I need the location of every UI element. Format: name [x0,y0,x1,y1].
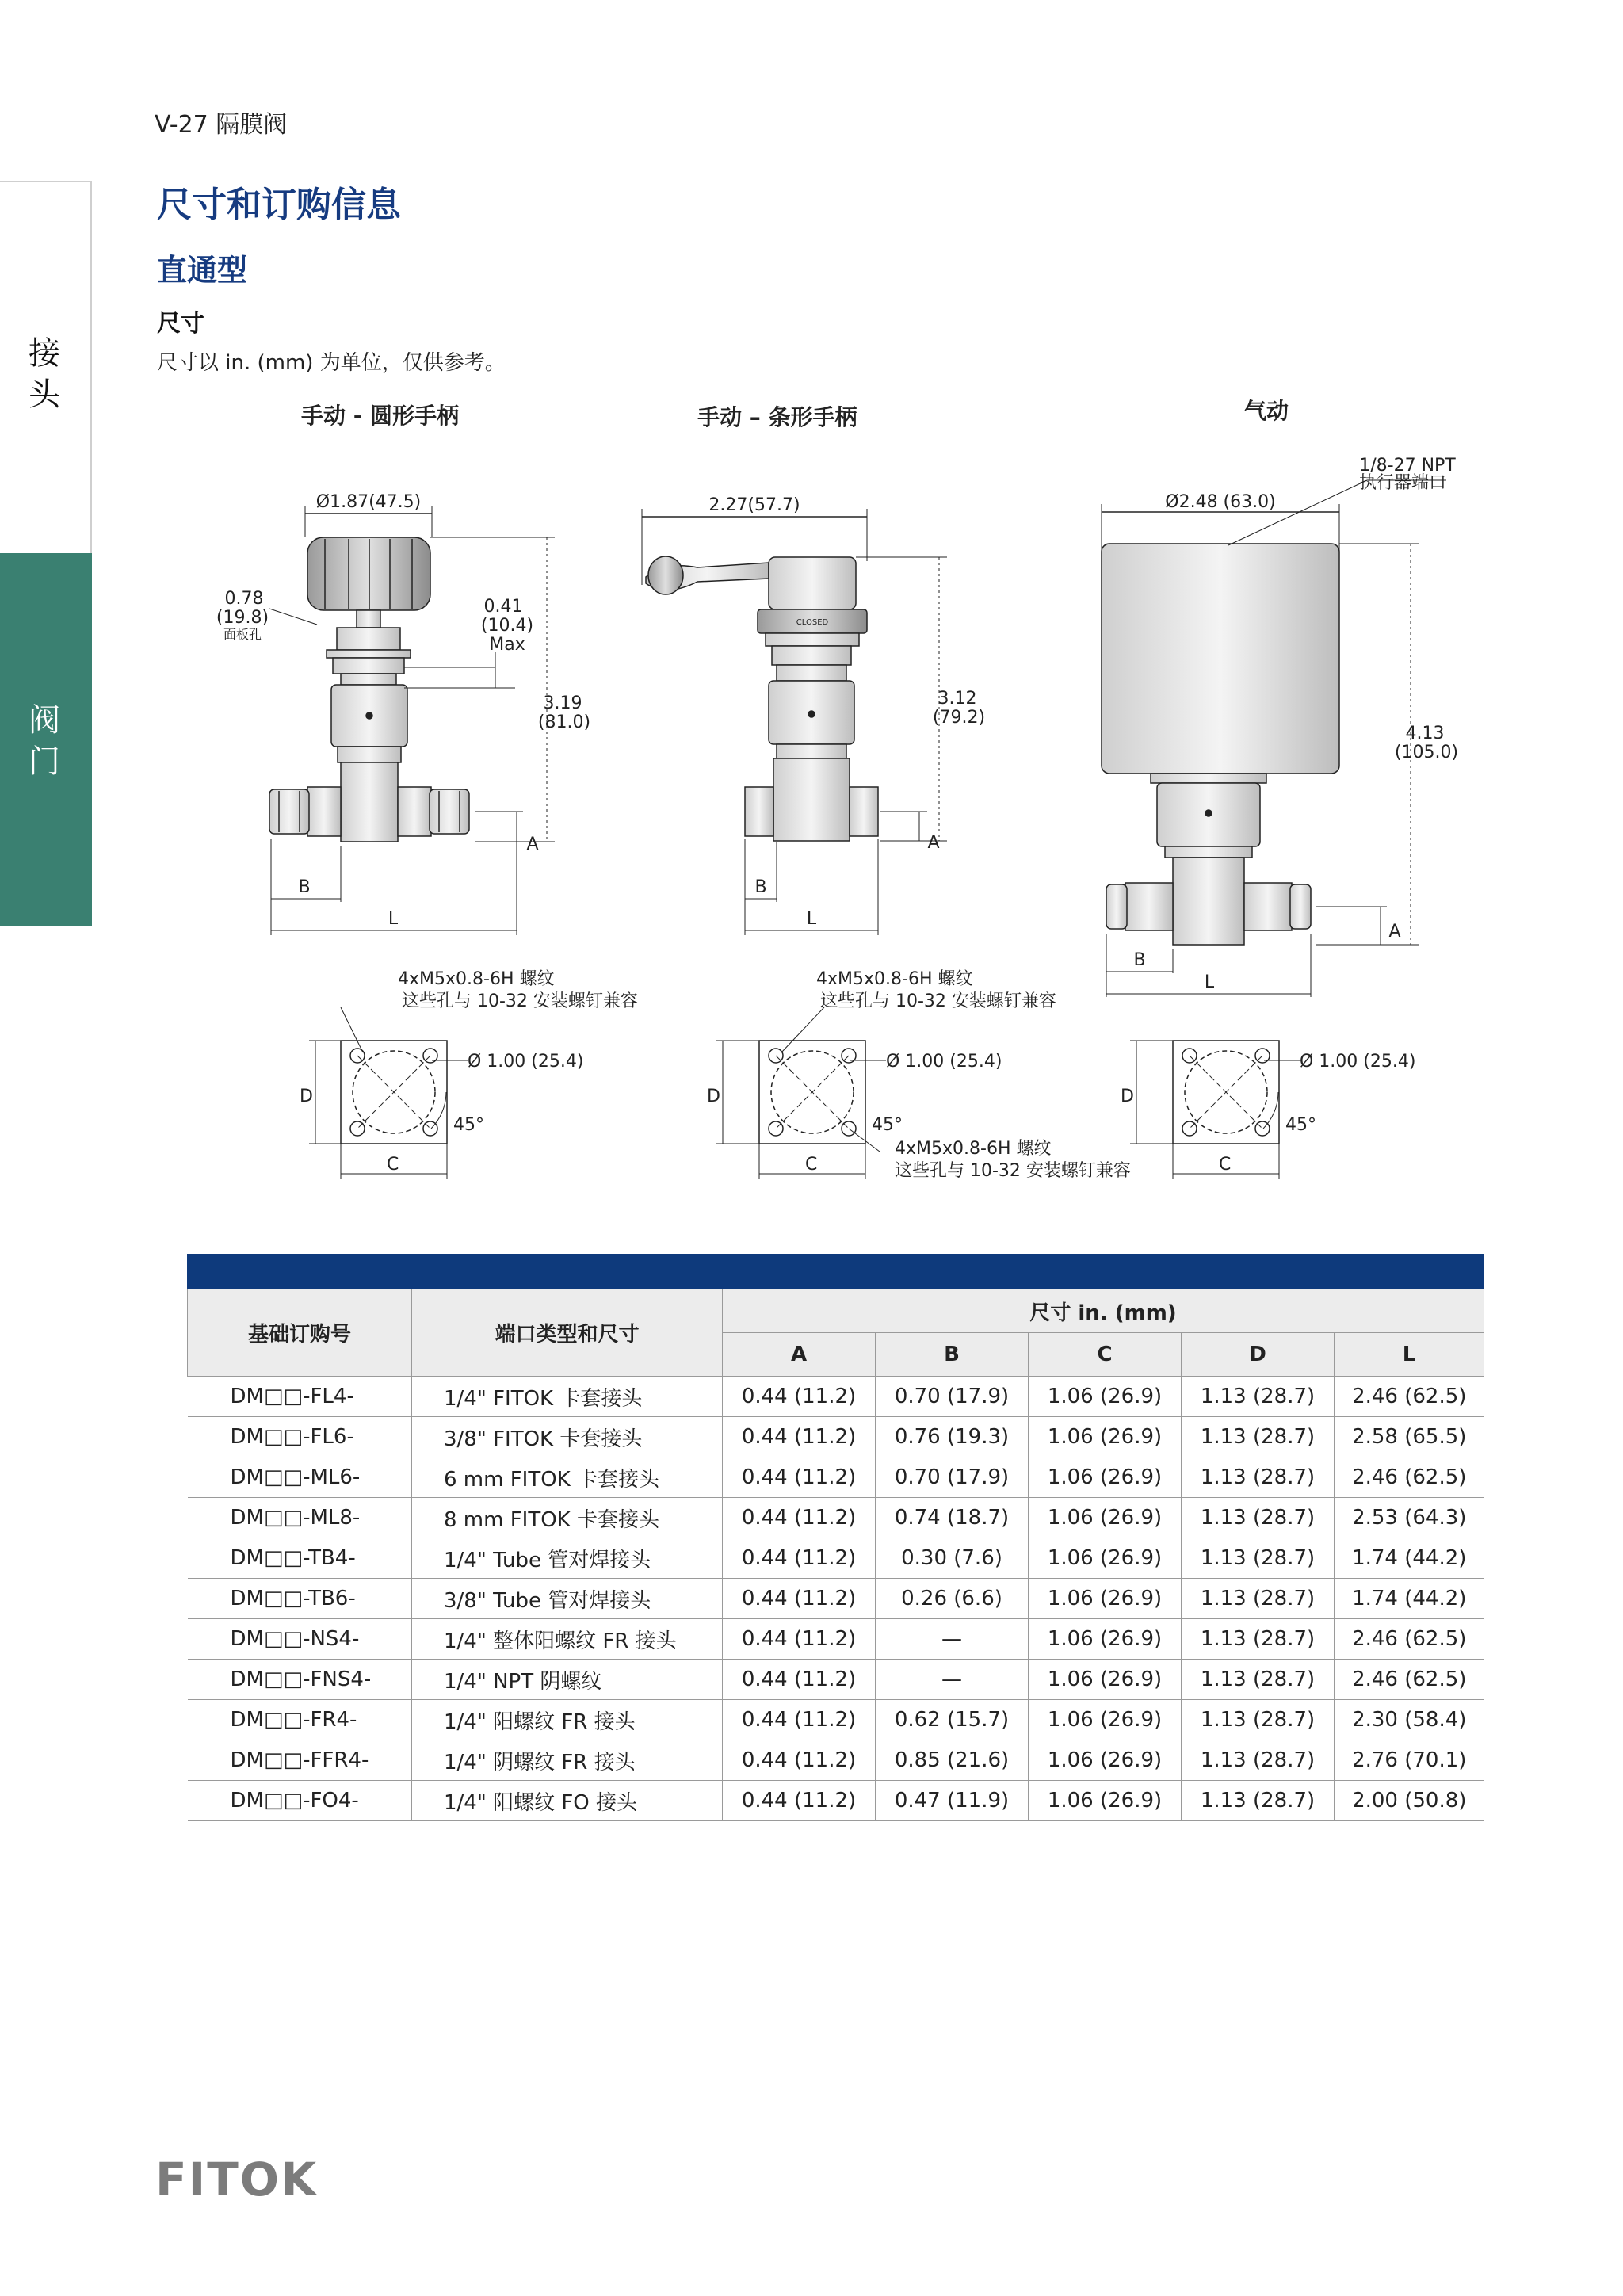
view-title-pneumatic: 气动 [1244,398,1289,424]
cell-part: DM□□-FL4- [188,1377,412,1417]
bar-height-mm: (79.2) [932,708,986,728]
round-panel-hole-in: 0.78 [224,589,264,609]
round-max-in: 0.41 [483,597,523,617]
pneumatic-dim-b: B [1133,950,1146,970]
cell-l: 2.46 (62.5) [1335,1619,1484,1660]
cell-d: 1.13 (28.7) [1182,1457,1335,1498]
mount3-dim-c: C [1219,1155,1232,1175]
cell-c: 1.06 (26.9) [1029,1579,1182,1619]
mount2-dim-d: D [707,1087,720,1106]
cell-c: 1.06 (26.9) [1029,1377,1182,1417]
page-header: V-27 隔膜阀 [155,111,288,139]
table-body [188,1377,1484,1821]
cell-part: DM□□-TB6- [188,1579,412,1619]
pneumatic-port-size: 1/8-27 NPT [1359,456,1456,476]
cell-d: 1.13 (28.7) [1182,1377,1335,1417]
cell-l: 1.74 (44.2) [1335,1579,1484,1619]
cell-port: 8 mm FITOK 卡套接头 [412,1498,723,1538]
cell-c: 1.06 (26.9) [1029,1619,1182,1660]
mount1-circle: Ø 1.00 (25.4) [468,1052,584,1072]
pneumatic-diameter: Ø2.48 (63.0) [1165,492,1276,512]
cell-l: 2.46 (62.5) [1335,1377,1484,1417]
view-title-bar: 手动 – 条形手柄 [697,404,857,430]
cell-c: 1.06 (26.9) [1029,1498,1182,1538]
table-row [188,1700,1484,1740]
round-panel-hole-mm: (19.8) [216,608,269,628]
section-heading: 尺寸 [157,310,204,338]
mount3-angle: 45° [1285,1115,1316,1135]
cell-a: 0.44 (11.2) [723,1498,876,1538]
table-row [188,1377,1484,1417]
cell-port: 1/4" 阳螺纹 FO 接头 [412,1781,723,1821]
col-c: C [1029,1333,1182,1377]
table-row [188,1660,1484,1700]
col-b: B [876,1333,1029,1377]
dimension-drawings [216,395,1506,1235]
cell-b: — [876,1619,1029,1660]
mount-pattern-1 [309,1007,468,1179]
cell-b: 0.74 (18.7) [876,1498,1029,1538]
cell-b: 0.76 (19.3) [876,1417,1029,1457]
cell-d: 1.13 (28.7) [1182,1660,1335,1700]
round-dim-b: B [298,877,311,897]
mount1-thread: 4xM5x0.8-6H 螺纹 [398,969,555,989]
pneumatic-port-label: 执行器端口 [1358,473,1447,493]
cell-port: 1/4" 阳螺纹 FR 接头 [412,1700,723,1740]
page-subtitle: 直通型 [157,253,248,288]
cell-d: 1.13 (28.7) [1182,1417,1335,1457]
mount2-dim-c: C [805,1155,818,1175]
cell-d: 1.13 (28.7) [1182,1579,1335,1619]
cell-d: 1.13 (28.7) [1182,1740,1335,1781]
cell-l: 2.46 (62.5) [1335,1457,1484,1498]
table-row [188,1538,1484,1579]
pneumatic-valve [1102,480,1446,997]
cell-part: DM□□-FNS4- [188,1660,412,1700]
table-row [188,1457,1484,1498]
fitok-logo: FITOK [155,2153,319,2206]
cell-l: 2.00 (50.8) [1335,1781,1484,1821]
cell-a: 0.44 (11.2) [723,1781,876,1821]
cell-b: 0.70 (17.9) [876,1377,1029,1417]
cell-d: 1.13 (28.7) [1182,1700,1335,1740]
table-row [188,1579,1484,1619]
bar-handle-valve [642,509,947,935]
table-row [188,1740,1484,1781]
mount3-circle: Ø 1.00 (25.4) [1300,1052,1416,1072]
tab-edge [90,181,92,553]
mount2-angle: 45° [872,1115,903,1135]
cell-l: 2.30 (58.4) [1335,1700,1484,1740]
cell-a: 0.44 (11.2) [723,1377,876,1417]
cell-port: 1/4" FITOK 卡套接头 [412,1377,723,1417]
side-tab-valves[interactable] [0,553,92,926]
cell-c: 1.06 (26.9) [1029,1740,1182,1781]
mount2-compat-b: 这些孔与 10-32 安装螺钉兼容 [895,1161,1131,1181]
cell-port: 1/4" 阴螺纹 FR 接头 [412,1740,723,1781]
cell-b: — [876,1660,1029,1700]
cell-d: 1.13 (28.7) [1182,1619,1335,1660]
bar-height-in: 3.12 [938,689,977,709]
pneumatic-dim-l: L [1204,972,1215,992]
mount-pattern-2 [716,1007,886,1179]
col-a: A [723,1333,876,1377]
cell-c: 1.06 (26.9) [1029,1781,1182,1821]
col-port-type: 端口类型和尺寸 [412,1289,723,1377]
table-row [188,1498,1484,1538]
cell-l: 2.46 (62.5) [1335,1660,1484,1700]
cell-a: 0.44 (11.2) [723,1740,876,1781]
cell-c: 1.06 (26.9) [1029,1457,1182,1498]
mount3-dim-d: D [1121,1087,1134,1106]
cell-part: DM□□-TB4- [188,1538,412,1579]
cell-l: 1.74 (44.2) [1335,1538,1484,1579]
cell-a: 0.44 (11.2) [723,1417,876,1457]
col-d: D [1182,1333,1335,1377]
cell-b: 0.26 (6.6) [876,1579,1029,1619]
round-max-mm: (10.4) [480,616,534,636]
mount-pattern-3 [1130,1041,1301,1179]
cell-c: 1.06 (26.9) [1029,1538,1182,1579]
cell-d: 1.13 (28.7) [1182,1498,1335,1538]
cell-part: DM□□-FFR4- [188,1740,412,1781]
table-row [188,1781,1484,1821]
cell-a: 0.44 (11.2) [723,1700,876,1740]
dimension-table [187,1254,1484,1821]
bar-closed-label: CLOSED [796,618,829,627]
cell-b: 0.85 (21.6) [876,1740,1029,1781]
pneumatic-height-mm: (105.0) [1394,743,1459,762]
cell-b: 0.47 (11.9) [876,1781,1029,1821]
mount2-thread-b: 4xM5x0.8-6H 螺纹 [895,1139,1052,1159]
cell-part: DM□□-FR4- [188,1700,412,1740]
pneumatic-height-in: 4.13 [1405,724,1445,743]
cell-port: 1/4" NPT 阴螺纹 [412,1660,723,1700]
cell-port: 3/8" FITOK 卡套接头 [412,1417,723,1457]
cell-part: DM□□-ML6- [188,1457,412,1498]
table-row [188,1417,1484,1457]
cell-port: 1/4" 整体阳螺纹 FR 接头 [412,1619,723,1660]
cell-c: 1.06 (26.9) [1029,1660,1182,1700]
cell-a: 0.44 (11.2) [723,1660,876,1700]
mount2-circle: Ø 1.00 (25.4) [886,1052,1002,1072]
cell-l: 2.76 (70.1) [1335,1740,1484,1781]
cell-b: 0.70 (17.9) [876,1457,1029,1498]
side-tab-fittings[interactable] [0,182,90,553]
cell-part: DM□□-NS4- [188,1619,412,1660]
side-tab-fittings-label: 接头 [29,335,60,413]
col-l: L [1335,1333,1484,1377]
mount1-compat: 这些孔与 10-32 安装螺钉兼容 [402,991,638,1011]
col-dimensions: 尺寸 in. (mm) [723,1289,1484,1333]
cell-port: 1/4" Tube 管对焊接头 [412,1538,723,1579]
cell-c: 1.06 (26.9) [1029,1417,1182,1457]
mount1-dim-d: D [300,1087,313,1106]
round-panel-hole-label: 面板孔 [223,627,262,642]
round-max-label: Max [489,635,525,655]
round-diameter: Ø1.87(47.5) [315,492,422,512]
bar-dim-a: A [927,833,940,853]
cell-b: 0.30 (7.6) [876,1538,1029,1579]
cell-d: 1.13 (28.7) [1182,1538,1335,1579]
cell-a: 0.44 (11.2) [723,1619,876,1660]
cell-a: 0.44 (11.2) [723,1579,876,1619]
table-header-band [187,1254,1484,1289]
cell-part: DM□□-ML8- [188,1498,412,1538]
units-note: 尺寸以 in. (mm) 为单位，仅供参考。 [157,351,506,375]
mount1-angle: 45° [453,1115,484,1135]
cell-port: 3/8" Tube 管对焊接头 [412,1579,723,1619]
cell-port: 6 mm FITOK 卡套接头 [412,1457,723,1498]
round-dim-a: A [526,835,539,854]
round-dim-l: L [388,909,399,929]
cell-part: DM□□-FO4- [188,1781,412,1821]
cell-a: 0.44 (11.2) [723,1538,876,1579]
pneumatic-dim-a: A [1388,922,1401,942]
mount2-compat: 这些孔与 10-32 安装螺钉兼容 [820,991,1056,1011]
side-tab-valves-label: 阀门 [29,702,60,780]
page-title: 尺寸和订购信息 [157,185,401,225]
cell-d: 1.13 (28.7) [1182,1781,1335,1821]
cell-a: 0.44 (11.2) [723,1457,876,1498]
bar-dim-b: B [754,877,767,897]
mount1-dim-c: C [387,1155,399,1175]
cell-part: DM□□-FL6- [188,1417,412,1457]
view-title-round: 手动 - 圆形手柄 [301,403,460,429]
table-row [188,1619,1484,1660]
round-handle-valve [269,506,555,935]
round-height-mm: (81.0) [537,712,591,732]
cell-l: 2.53 (64.3) [1335,1498,1484,1538]
cell-c: 1.06 (26.9) [1029,1700,1182,1740]
round-height-in: 3.19 [543,693,582,713]
bar-width: 2.27(57.7) [708,495,800,515]
cell-l: 2.58 (65.5) [1335,1417,1484,1457]
cell-b: 0.62 (15.7) [876,1700,1029,1740]
bar-dim-l: L [806,909,817,929]
mount2-thread: 4xM5x0.8-6H 螺纹 [816,969,973,989]
col-part-number: 基础订购号 [188,1289,412,1377]
